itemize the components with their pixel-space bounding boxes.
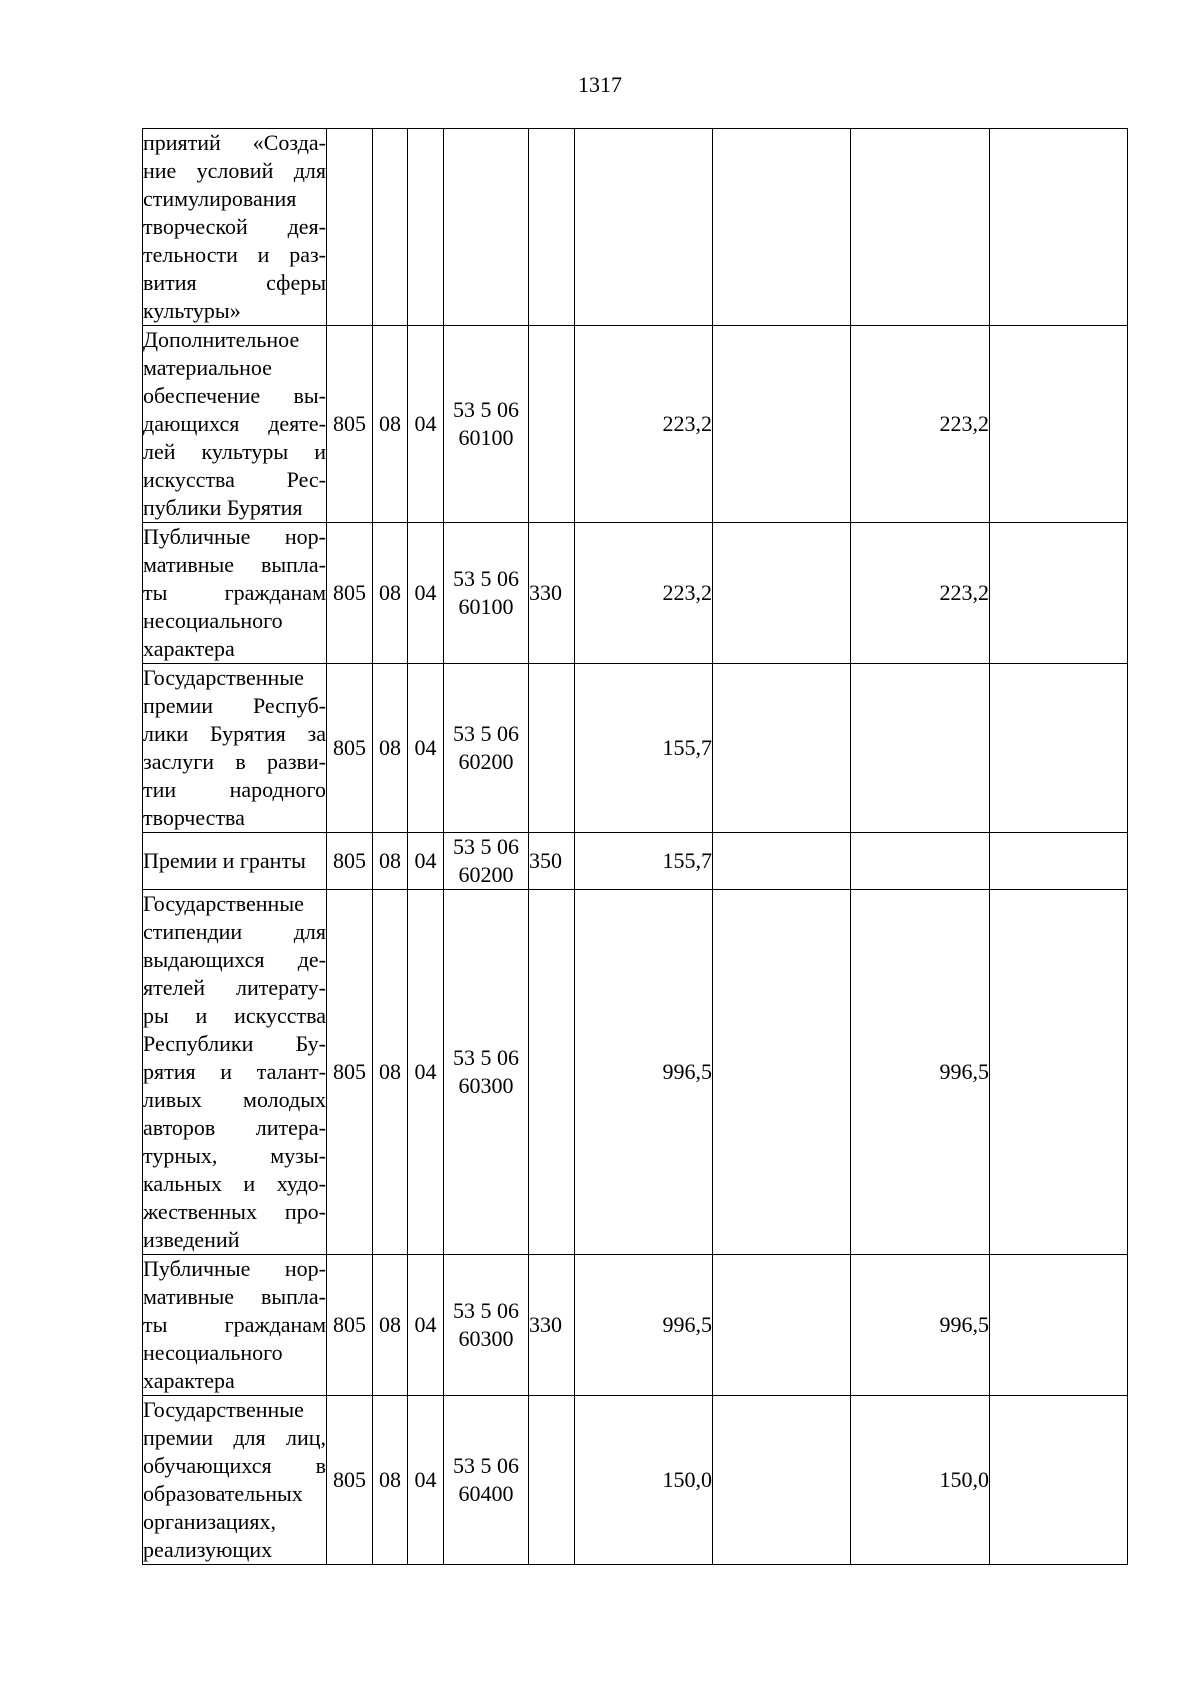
csr-line: 53 5 06 <box>453 1298 519 1323</box>
name-line: турных, музы- <box>143 1143 326 1168</box>
name-line: выдающихся де- <box>143 947 326 972</box>
name-line: мативные выпла- <box>143 552 326 577</box>
cell-name <box>143 523 327 664</box>
cell-rz: 08 <box>373 664 408 833</box>
name-line: Премии и гранты <box>143 848 306 873</box>
cell-sum-1: 223,2 <box>575 326 713 523</box>
cell-sum-3 <box>851 129 990 326</box>
cell-rz: 08 <box>373 523 408 664</box>
cell-csr <box>444 326 529 523</box>
cell-sum-1: 223,2 <box>575 523 713 664</box>
name-line: рятия и талант- <box>143 1059 326 1084</box>
cell-vr <box>529 890 575 1255</box>
cell-name <box>143 326 327 523</box>
cell-pr: 04 <box>408 890 444 1255</box>
csr-line: 60400 <box>458 1481 514 1506</box>
csr-line: 60100 <box>458 425 514 450</box>
name-line: обучающихся в <box>143 1453 326 1478</box>
cell-ved: 805 <box>327 523 373 664</box>
cell-ved: 805 <box>327 326 373 523</box>
cell-csr <box>444 890 529 1255</box>
cell-sum-1: 155,7 <box>575 664 713 833</box>
cell-sum-2 <box>713 833 851 890</box>
csr-line: 60200 <box>458 862 514 887</box>
cell-sum-2 <box>713 664 851 833</box>
name-line: Государственные <box>143 665 304 690</box>
name-line: искусства Рес- <box>143 467 326 492</box>
name-line: тии народного <box>143 777 326 802</box>
cell-sum-3: 223,2 <box>851 523 990 664</box>
csr-line: 60100 <box>458 594 514 619</box>
name-line: мативные выпла- <box>143 1284 326 1309</box>
table-body <box>143 129 1128 1565</box>
cell-sum-2 <box>713 1396 851 1565</box>
cell-ved: 805 <box>327 1396 373 1565</box>
cell-sum-2 <box>713 326 851 523</box>
cell-sum-1: 155,7 <box>575 833 713 890</box>
cell-sum-4 <box>990 1396 1128 1565</box>
name-line: организациях, <box>143 1509 276 1534</box>
table-row <box>143 1255 1128 1396</box>
cell-sum-2 <box>713 890 851 1255</box>
cell-vr <box>529 129 575 326</box>
csr-line: 53 5 06 <box>453 721 519 746</box>
name-line: заслуги в разви- <box>143 749 326 774</box>
cell-rz: 08 <box>373 1255 408 1396</box>
name-line: лики Бурятия за <box>143 721 326 746</box>
name-line: стипендии для <box>143 919 326 944</box>
cell-vr: 330 <box>529 1255 575 1396</box>
cell-name <box>143 129 327 326</box>
name-line: кальных и худо- <box>143 1171 326 1196</box>
cell-ved: 805 <box>327 833 373 890</box>
cell-rz: 08 <box>373 326 408 523</box>
cell-pr <box>408 129 444 326</box>
cell-ved: 805 <box>327 664 373 833</box>
cell-sum-4 <box>990 129 1128 326</box>
csr-line: 60200 <box>458 749 514 774</box>
cell-sum-3: 150,0 <box>851 1396 990 1565</box>
csr-line: 60300 <box>458 1073 514 1098</box>
name-line: Дополнительное <box>143 327 300 352</box>
cell-sum-3: 223,2 <box>851 326 990 523</box>
cell-ved <box>327 129 373 326</box>
cell-sum-3 <box>851 833 990 890</box>
name-line: ты гражданам <box>143 580 326 605</box>
cell-csr <box>444 1396 529 1565</box>
name-line: публики Бурятия <box>143 495 303 520</box>
cell-sum-3: 996,5 <box>851 1255 990 1396</box>
cell-pr: 04 <box>408 1255 444 1396</box>
name-line: Государственные <box>143 891 304 916</box>
table-row <box>143 1396 1128 1565</box>
name-line: жественных про- <box>143 1199 326 1224</box>
csr-line: 53 5 06 <box>453 1453 519 1478</box>
cell-sum-3: 996,5 <box>851 890 990 1255</box>
cell-csr <box>444 1255 529 1396</box>
name-line: лей культуры и <box>143 439 326 464</box>
name-line: премии Респуб- <box>143 693 326 718</box>
cell-rz: 08 <box>373 890 408 1255</box>
name-line: материальное <box>143 355 272 380</box>
name-line: Республики Бу- <box>143 1031 326 1056</box>
cell-pr: 04 <box>408 833 444 890</box>
cell-pr: 04 <box>408 523 444 664</box>
cell-sum-4 <box>990 326 1128 523</box>
name-line: реализующих <box>143 1537 273 1562</box>
name-line: несоциального <box>143 1340 283 1365</box>
table-row <box>143 833 1128 890</box>
name-line: характера <box>143 1368 235 1393</box>
name-line: образовательных <box>143 1481 303 1506</box>
name-line: Публичные нор- <box>143 524 326 549</box>
name-line: изведений <box>143 1227 240 1252</box>
cell-name <box>143 890 327 1255</box>
cell-ved: 805 <box>327 1255 373 1396</box>
cell-sum-2 <box>713 1255 851 1396</box>
name-line: премии для лиц, <box>143 1425 326 1450</box>
cell-pr: 04 <box>408 1396 444 1565</box>
table-row <box>143 326 1128 523</box>
cell-csr <box>444 664 529 833</box>
cell-sum-1: 996,5 <box>575 1255 713 1396</box>
csr-line: 60300 <box>458 1326 514 1351</box>
cell-csr <box>444 833 529 890</box>
name-line: творчества <box>143 805 245 830</box>
cell-pr: 04 <box>408 664 444 833</box>
name-line: приятий «Созда- <box>143 130 326 155</box>
csr-line: 53 5 06 <box>453 1045 519 1070</box>
cell-sum-3 <box>851 664 990 833</box>
cell-vr <box>529 326 575 523</box>
csr-line: 53 5 06 <box>453 397 519 422</box>
name-line: ние условий для <box>143 158 326 183</box>
cell-sum-1 <box>575 129 713 326</box>
name-line: характера <box>143 636 235 661</box>
name-line: культуры» <box>143 298 241 323</box>
budget-table <box>142 128 1128 1565</box>
name-line: ты гражданам <box>143 1312 326 1337</box>
cell-name <box>143 1396 327 1565</box>
name-line: Публичные нор- <box>143 1256 326 1281</box>
cell-rz: 08 <box>373 1396 408 1565</box>
table-row <box>143 890 1128 1255</box>
cell-sum-4 <box>990 523 1128 664</box>
cell-rz <box>373 129 408 326</box>
name-line: вития сферы <box>143 270 326 295</box>
cell-vr <box>529 1396 575 1565</box>
cell-vr: 330 <box>529 523 575 664</box>
page-number: 1317 <box>578 72 622 97</box>
cell-csr <box>444 523 529 664</box>
name-line: обеспечение вы- <box>143 383 326 408</box>
name-line: ятелей литерату- <box>143 975 326 1000</box>
cell-name <box>143 1255 327 1396</box>
name-line: стимулирования <box>143 186 297 211</box>
name-line: ливых молодых <box>143 1087 326 1112</box>
name-line: тельности и раз- <box>143 242 326 267</box>
name-line: Государственные <box>143 1397 304 1422</box>
cell-name <box>143 833 327 890</box>
cell-sum-1: 150,0 <box>575 1396 713 1565</box>
table-row <box>143 664 1128 833</box>
csr-line: 53 5 06 <box>453 834 519 859</box>
csr-line: 53 5 06 <box>453 566 519 591</box>
cell-rz: 08 <box>373 833 408 890</box>
cell-csr <box>444 129 529 326</box>
cell-sum-2 <box>713 523 851 664</box>
name-line: творческой дея- <box>143 214 326 239</box>
cell-sum-4 <box>990 890 1128 1255</box>
cell-vr <box>529 664 575 833</box>
cell-ved: 805 <box>327 890 373 1255</box>
cell-sum-2 <box>713 129 851 326</box>
cell-sum-4 <box>990 664 1128 833</box>
name-line: авторов литера- <box>143 1115 326 1140</box>
cell-name <box>143 664 327 833</box>
name-line: дающихся деяте- <box>143 411 326 436</box>
cell-sum-1: 996,5 <box>575 890 713 1255</box>
name-line: ры и искусства <box>143 1003 326 1028</box>
name-line: несоциального <box>143 608 283 633</box>
cell-sum-4 <box>990 1255 1128 1396</box>
table-row <box>143 523 1128 664</box>
table-row <box>143 129 1128 326</box>
cell-pr: 04 <box>408 326 444 523</box>
cell-sum-4 <box>990 833 1128 890</box>
cell-vr: 350 <box>529 833 575 890</box>
